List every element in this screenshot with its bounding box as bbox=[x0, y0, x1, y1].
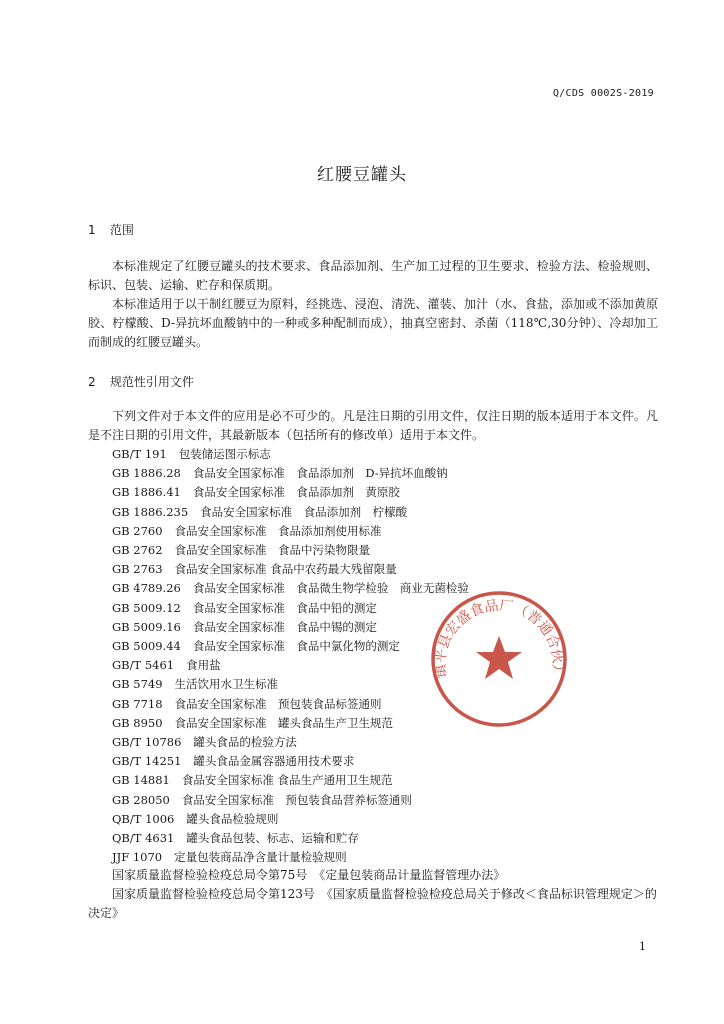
references-intro-paragraph: 下列文件对于本文件的应用是必不可少的。凡是注日期的引用文件，仅注日期的版本适用于本文件。凡是不注日期的引用文件，其最新版本（包括所有的修改单）适用于本文件。 bbox=[88, 409, 658, 442]
reference-title: 食品安全国家标准 食品中铅的测定 bbox=[192, 600, 377, 615]
decree-123: 国家质量监督检验检疫总局令第123号 《国家质量监督检验检疫总局关于修改＜食品标识管理规定＞的决定》 bbox=[88, 887, 657, 920]
section-heading-references bbox=[88, 373, 194, 390]
page-title: 红腰豆罐头 bbox=[317, 165, 407, 185]
reference-list bbox=[112, 445, 469, 867]
reference-item bbox=[112, 771, 469, 790]
reference-title: 食品安全国家标准 食品添加剂 黄原胶 bbox=[192, 485, 400, 500]
reference-item bbox=[112, 560, 469, 579]
reference-title: 食品安全国家标准 罐头食品生产卫生规范 bbox=[174, 715, 394, 730]
section-title: 范围 bbox=[109, 223, 134, 237]
reference-title: 食品安全国家标准 预包装食品标签通则 bbox=[174, 696, 382, 711]
reference-item bbox=[112, 637, 469, 656]
reference-code: QB/T 4631 bbox=[112, 831, 175, 846]
reference-item bbox=[112, 522, 469, 541]
reference-code: GB 2763 bbox=[112, 562, 163, 577]
reference-title: 食品安全国家标准 食品添加剂 柠檬酸 bbox=[200, 504, 408, 519]
reference-title: 食品安全国家标准 食品生产通用卫生规范 bbox=[181, 773, 393, 788]
reference-code: GB 5009.12 bbox=[112, 600, 181, 615]
reference-code: GB 1886.235 bbox=[112, 504, 189, 519]
page-number: 1 bbox=[639, 940, 646, 953]
company-seal bbox=[424, 584, 574, 734]
reference-title: 食用盐 bbox=[186, 658, 221, 673]
reference-title: 食品安全国家标准 预包装食品营养标签通则 bbox=[181, 792, 412, 807]
reference-code: GB 1886.28 bbox=[112, 466, 181, 481]
scope-paragraph-1: 本标准规定了红腰豆罐头的技术要求、食品添加剂、生产加工过程的卫生要求、检验方法、检验规则、标识、包装、运输、贮存和保质期。 bbox=[88, 259, 658, 292]
reference-item bbox=[112, 848, 469, 867]
reference-item bbox=[112, 483, 469, 502]
reference-code: GB 14881 bbox=[112, 773, 170, 788]
reference-item bbox=[112, 714, 469, 733]
reference-title: 定量包装商品净含量计量检验规则 bbox=[174, 850, 347, 865]
decree-75: 国家质量监督检验检疫总局令第75号 《定量包装商品计量监督管理办法》 bbox=[112, 868, 506, 882]
seal-text: 镇平县宏盛食品厂（普通合伙） bbox=[432, 597, 566, 680]
reference-title: 食品安全国家标准 食品微生物学检验 商业无菌检验 bbox=[192, 581, 469, 596]
reference-item bbox=[112, 695, 469, 714]
reference-title: 罐头食品包装、标志、运输和贮存 bbox=[186, 831, 359, 846]
reference-title: 食品安全国家标准 食品添加剂 D-异抗坏血酸钠 bbox=[192, 466, 448, 481]
reference-item bbox=[112, 810, 469, 829]
reference-title: 食品安全国家标准 食品中污染物限量 bbox=[174, 543, 371, 558]
reference-code: GB 2760 bbox=[112, 523, 163, 538]
reference-code: GB 5749 bbox=[112, 677, 163, 692]
reference-item bbox=[112, 464, 469, 483]
reference-item bbox=[112, 618, 469, 637]
reference-title: 食品安全国家标准 食品中氯化物的测定 bbox=[192, 639, 400, 654]
reference-title: 罐头食品的检验方法 bbox=[193, 735, 297, 750]
reference-item bbox=[112, 675, 469, 694]
reference-title: 食品安全国家标准 食品中锡的测定 bbox=[192, 619, 377, 634]
section-number: 2 bbox=[88, 375, 96, 389]
reference-code: GB 4789.26 bbox=[112, 581, 181, 596]
reference-title: 罐头食品检验规则 bbox=[186, 811, 279, 826]
reference-title: 食品安全国家标准 食品添加剂使用标准 bbox=[174, 523, 382, 538]
reference-code: GB/T 14251 bbox=[112, 754, 182, 769]
reference-item bbox=[112, 791, 469, 810]
reference-item bbox=[112, 541, 469, 560]
standard-code: Q/CDS 0002S-2019 bbox=[552, 88, 654, 99]
reference-code: GB/T 10786 bbox=[112, 735, 182, 750]
reference-title: 食品安全国家标准 食品中农药最大残留限量 bbox=[174, 562, 397, 577]
reference-title: 包装储运图示标志 bbox=[178, 447, 271, 461]
star-icon bbox=[476, 636, 522, 679]
reference-item bbox=[112, 829, 469, 848]
reference-item bbox=[112, 599, 469, 618]
reference-title: 生活饮用水卫生标准 bbox=[174, 677, 279, 692]
section-heading-scope bbox=[88, 221, 134, 238]
reference-item bbox=[112, 733, 469, 752]
reference-item bbox=[112, 445, 469, 464]
section-title: 规范性引用文件 bbox=[109, 375, 194, 389]
reference-code: GB 2762 bbox=[112, 543, 163, 558]
scope-paragraph-2: 本标准适用于以干制红腰豆为原料，经挑选、浸泡、清洗、灌装、加汁（水、食盐，添加或不添加黄原胶、柠檬酸、D-异抗坏血酸钠中的一种或多种配制而成），抽真空密封、杀菌（118℃,30分钟）、冷却加工而制成的红腰豆罐头。 bbox=[88, 297, 658, 349]
reference-code: GB 7718 bbox=[112, 696, 163, 711]
reference-item bbox=[112, 752, 469, 771]
reference-code: GB 1886.41 bbox=[112, 485, 181, 500]
reference-code: QB/T 1006 bbox=[112, 811, 175, 826]
reference-code: GB 8950 bbox=[112, 715, 163, 730]
reference-code: JJF 1070 bbox=[112, 850, 163, 865]
reference-item bbox=[112, 579, 469, 598]
reference-code: GB 5009.16 bbox=[112, 619, 181, 634]
reference-item bbox=[112, 656, 469, 675]
reference-code: GB/T 191 bbox=[112, 447, 167, 461]
reference-title: 罐头食品金属容器通用技术要求 bbox=[193, 754, 355, 769]
section-number: 1 bbox=[88, 223, 96, 237]
reference-code: GB 5009.44 bbox=[112, 639, 181, 654]
reference-code: GB 28050 bbox=[112, 792, 170, 807]
reference-item bbox=[112, 503, 469, 522]
reference-code: GB/T 5461 bbox=[112, 658, 175, 673]
